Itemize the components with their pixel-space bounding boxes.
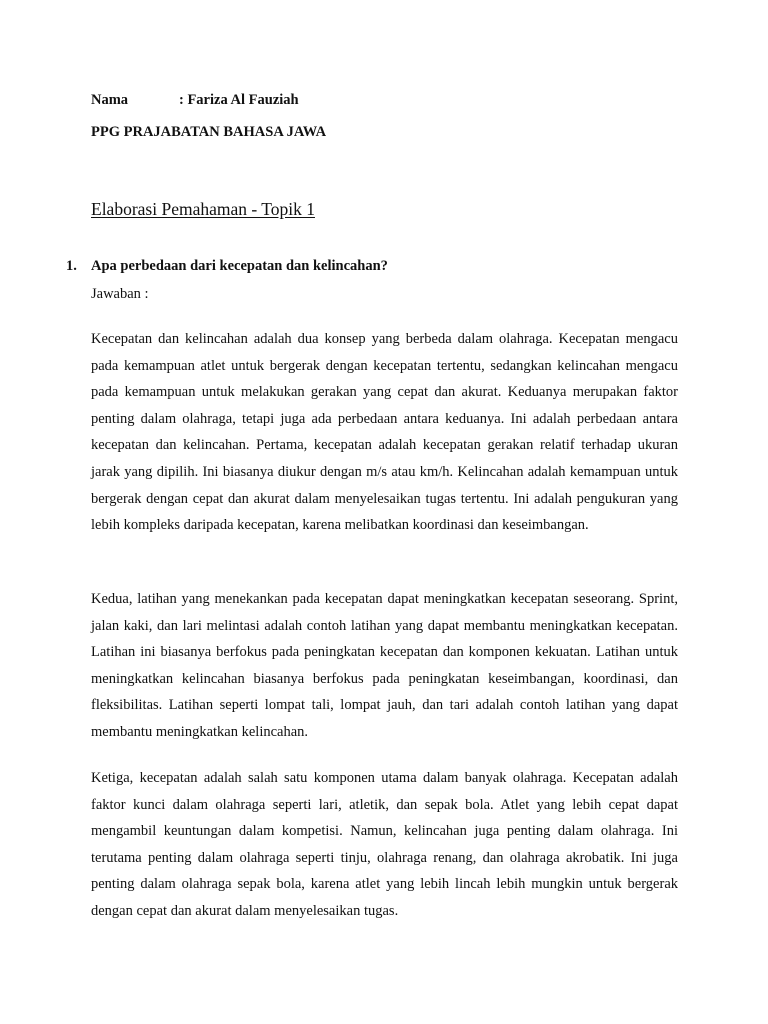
student-name-row bbox=[91, 92, 299, 109]
program-title: PPG PRAJABATAN BAHASA JAWA bbox=[91, 124, 327, 140]
answer-paragraph-3: Ketiga, kecepatan adalah salah satu komponen utama dalam banyak olahraga. Kecepatan adalah faktor kunci dalam olahraga seperti lari, atletik, dan sepak bola. Atlet yang lebih cepat dapat mengambil keuntungan dalam kompetisi. Namun, kelincahan juga penting dalam olahraga. Ini terutama penting dalam olahraga seperti tinju, olahraga renang, dan olahraga akrobatik. Ini juga penting dalam olahraga sepak bola, karena atlet yang lebih lincah lebih mungkin untuk bergerak dengan cepat dan akurat dalam menyelesaikan tugas. bbox=[91, 770, 678, 919]
question-1 bbox=[66, 258, 388, 275]
question-text: Apa perbedaan dari kecepatan dan kelincahan? bbox=[91, 258, 388, 274]
question-number: 1. bbox=[66, 258, 77, 274]
answer-paragraph-2: Kedua, latihan yang menekankan pada kecepatan dapat meningkatkan kecepatan seseorang. Sprint, jalan kaki, dan lari melintasi adalah contoh latihan yang dapat membantu meningkatkan kecepatan. Latihan ini biasanya berfokus pada peningkatan kecepatan dan komponen kekuatan. Latihan untuk meningkatkan kelincahan biasanya berfokus pada peningkatan keseimbangan, koordinasi, dan fleksibilitas. Latihan seperti lompat tali, lompat jauh, dan tari adalah contoh latihan yang dapat membantu meningkatkan kelincahan. bbox=[91, 591, 678, 740]
name-value: : Fariza Al Fauziah bbox=[179, 92, 299, 108]
answer-label: Jawaban : bbox=[91, 286, 149, 302]
name-label: Nama bbox=[91, 92, 129, 108]
answer-paragraph-1: Kecepatan dan kelincahan adalah dua konsep yang berbeda dalam olahraga. Kecepatan mengacu pada kemampuan atlet untuk bergerak dengan kecepatan tertentu, sedangkan kelincahan mengacu pada kemampuan untuk melakukan gerakan yang cepat dan akurat. Keduanya merupakan faktor penting dalam olahraga, tetapi juga ada perbedaan antara keduanya. Ini adalah perbedaan antara kecepatan dan kelincahan. Pertama, kecepatan adalah kecepatan gerakan relatif terhadap ukuran jarak yang dipilih. Ini biasanya diukur dengan m/s atau km/h. Kelincahan adalah kemampuan untuk bergerak dengan cepat dan akurat dalam menyelesaikan tugas tertentu. Ini adalah pengukuran yang lebih kompleks daripada kecepatan, karena melibatkan koordinasi dan keseimbangan. bbox=[91, 331, 678, 534]
section-title: Elaborasi Pemahaman - Topik 1 bbox=[91, 199, 315, 219]
